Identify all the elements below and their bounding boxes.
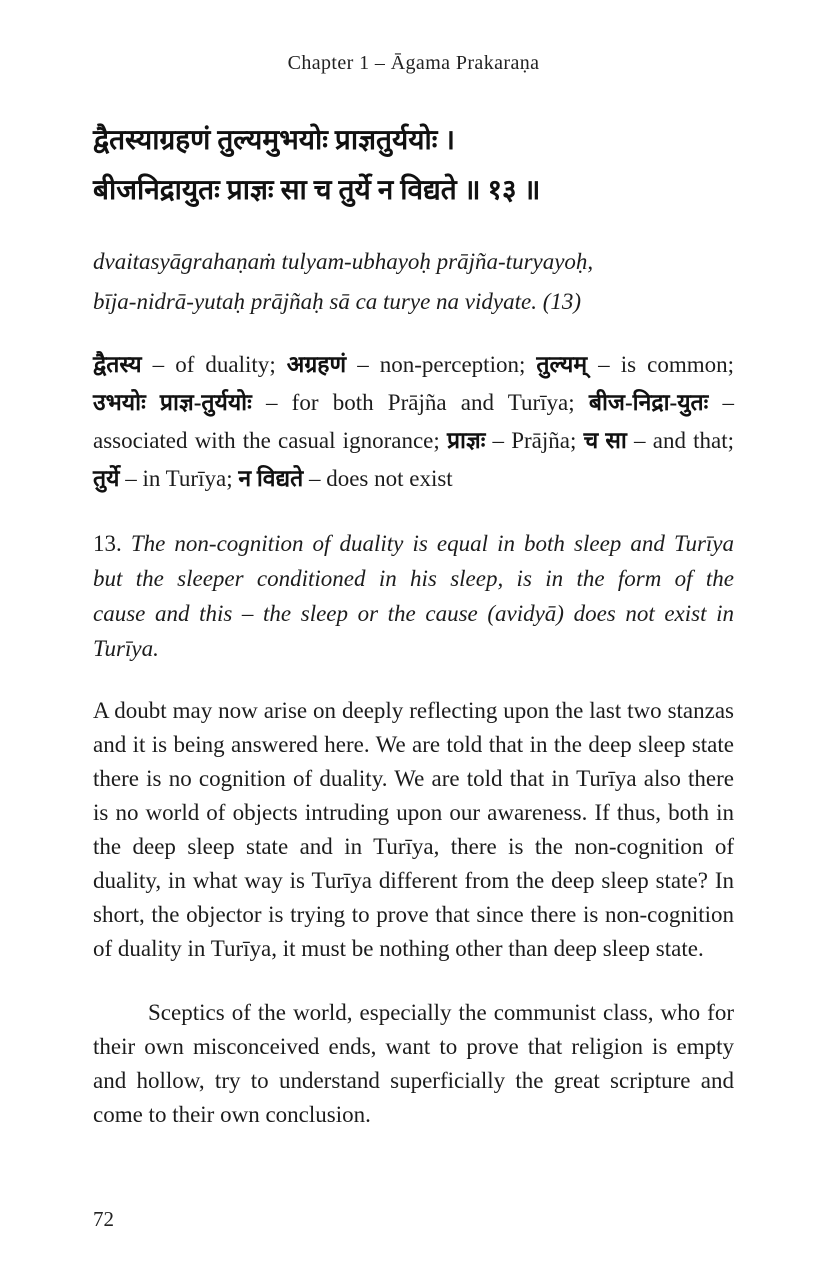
term-meaning: does not exist xyxy=(326,466,453,491)
transliteration-line-2: bīja-nidrā-yutaḥ prājñaḥ sā ca turye na vidyate. (13) xyxy=(93,289,582,314)
sanskrit-term: न विद्यते xyxy=(238,466,304,491)
sanskrit-term: उभयोः प्राज्ञ-तुर्ययोः xyxy=(93,390,252,415)
sanskrit-term: द्वैतस्य xyxy=(93,352,142,377)
semicolon-delimiter: ; xyxy=(269,352,287,377)
dash-separator: – xyxy=(251,390,292,415)
sanskrit-term: तुर्ये xyxy=(93,466,120,491)
sanskrit-term: च सा xyxy=(583,428,627,453)
sanskrit-term: बीज-निद्रा-युतः xyxy=(588,390,709,415)
term-meaning: of duality xyxy=(175,352,270,377)
sanskrit-term: तुल्यम् xyxy=(536,352,588,377)
sanskrit-term: प्राज्ञः xyxy=(446,428,486,453)
term-meaning: non-perception xyxy=(379,352,519,377)
verse-line-2: बीजनिद्रायुतः प्राज्ञः सा च तुर्ये न विद्यते ॥ १३ ॥ xyxy=(93,175,541,206)
dash-separator: – xyxy=(708,390,735,415)
commentary-paragraph-2: Sceptics of the world, especially the communist class, who for their own misconceived ends, want to prove that religion is empty and hollow, try to understand superficially the great scripture and come to their own conclusion. xyxy=(93,1000,734,1127)
verse-line-1: द्वैतस्याग्रहणं तुल्यमुभयोः प्राज्ञतुर्ययोः । xyxy=(93,125,456,156)
semicolon-delimiter: ; xyxy=(433,428,447,453)
verse-translation xyxy=(93,526,734,666)
commentary-paragraph-1: A doubt may now arise on deeply reflecting upon the last two stanzas and it is being answered here. We are told that in the deep sleep state there is no cognition of duality. We are told that in Turīya also there is no world of objects intruding upon our awareness. If thus, both in the deep sleep state and in Turīya, there is the non-cognition of duality, in what way is Turīya different from the deep sleep state? In short, the objector is trying to prove that since there is non-cognition of duality in Turīya, it must be nothing other than deep sleep state. xyxy=(93,698,734,961)
dash-separator: – xyxy=(119,466,143,491)
semicolon-delimiter: ; xyxy=(226,466,239,491)
sanskrit-verse xyxy=(93,116,734,216)
semicolon-delimiter: ; xyxy=(727,352,734,377)
term-meaning: is common xyxy=(620,352,728,377)
translation-text: The non-cognition of duality is equal in both sleep and Turīya but the sleeper conditioned in his sleep, is in the form of the cause and this – the sleep or the cause (avidyā) does not exist in Turīya. xyxy=(93,531,735,661)
dash-separator: – xyxy=(303,466,327,491)
term-meaning: for both Prājña and Turīya xyxy=(291,390,569,415)
transliteration-line-1: dvaitasyāgrahaṇaṁ tulyam-ubhayoḥ prājña-turyayoḥ, xyxy=(93,249,594,274)
page-footer xyxy=(93,1207,114,1232)
verse-transliteration xyxy=(93,242,734,322)
dash-separator: – xyxy=(587,352,621,377)
semicolon-delimiter: ; xyxy=(568,390,589,415)
term-meaning: and that xyxy=(652,428,728,453)
chapter-header xyxy=(93,50,734,76)
chapter-title: Chapter 1 – Āgama Prakaraṇa xyxy=(287,52,540,74)
semicolon-delimiter: ; xyxy=(727,428,735,453)
dash-separator: – xyxy=(141,352,176,377)
dash-separator: – xyxy=(346,352,380,377)
dash-separator: – xyxy=(626,428,653,453)
sanskrit-term: अग्रहणं xyxy=(286,352,347,377)
page-number: 72 xyxy=(93,1207,114,1231)
term-meaning: associated with the casual ignorance xyxy=(93,428,434,453)
dash-separator: – xyxy=(485,428,512,453)
translation-verse-number: 13. xyxy=(93,531,122,556)
semicolon-delimiter: ; xyxy=(570,428,584,453)
word-by-word-meaning xyxy=(93,346,734,498)
term-meaning: in Turīya xyxy=(142,466,227,491)
term-meaning: Prājña xyxy=(511,428,570,453)
semicolon-delimiter: ; xyxy=(518,352,537,377)
